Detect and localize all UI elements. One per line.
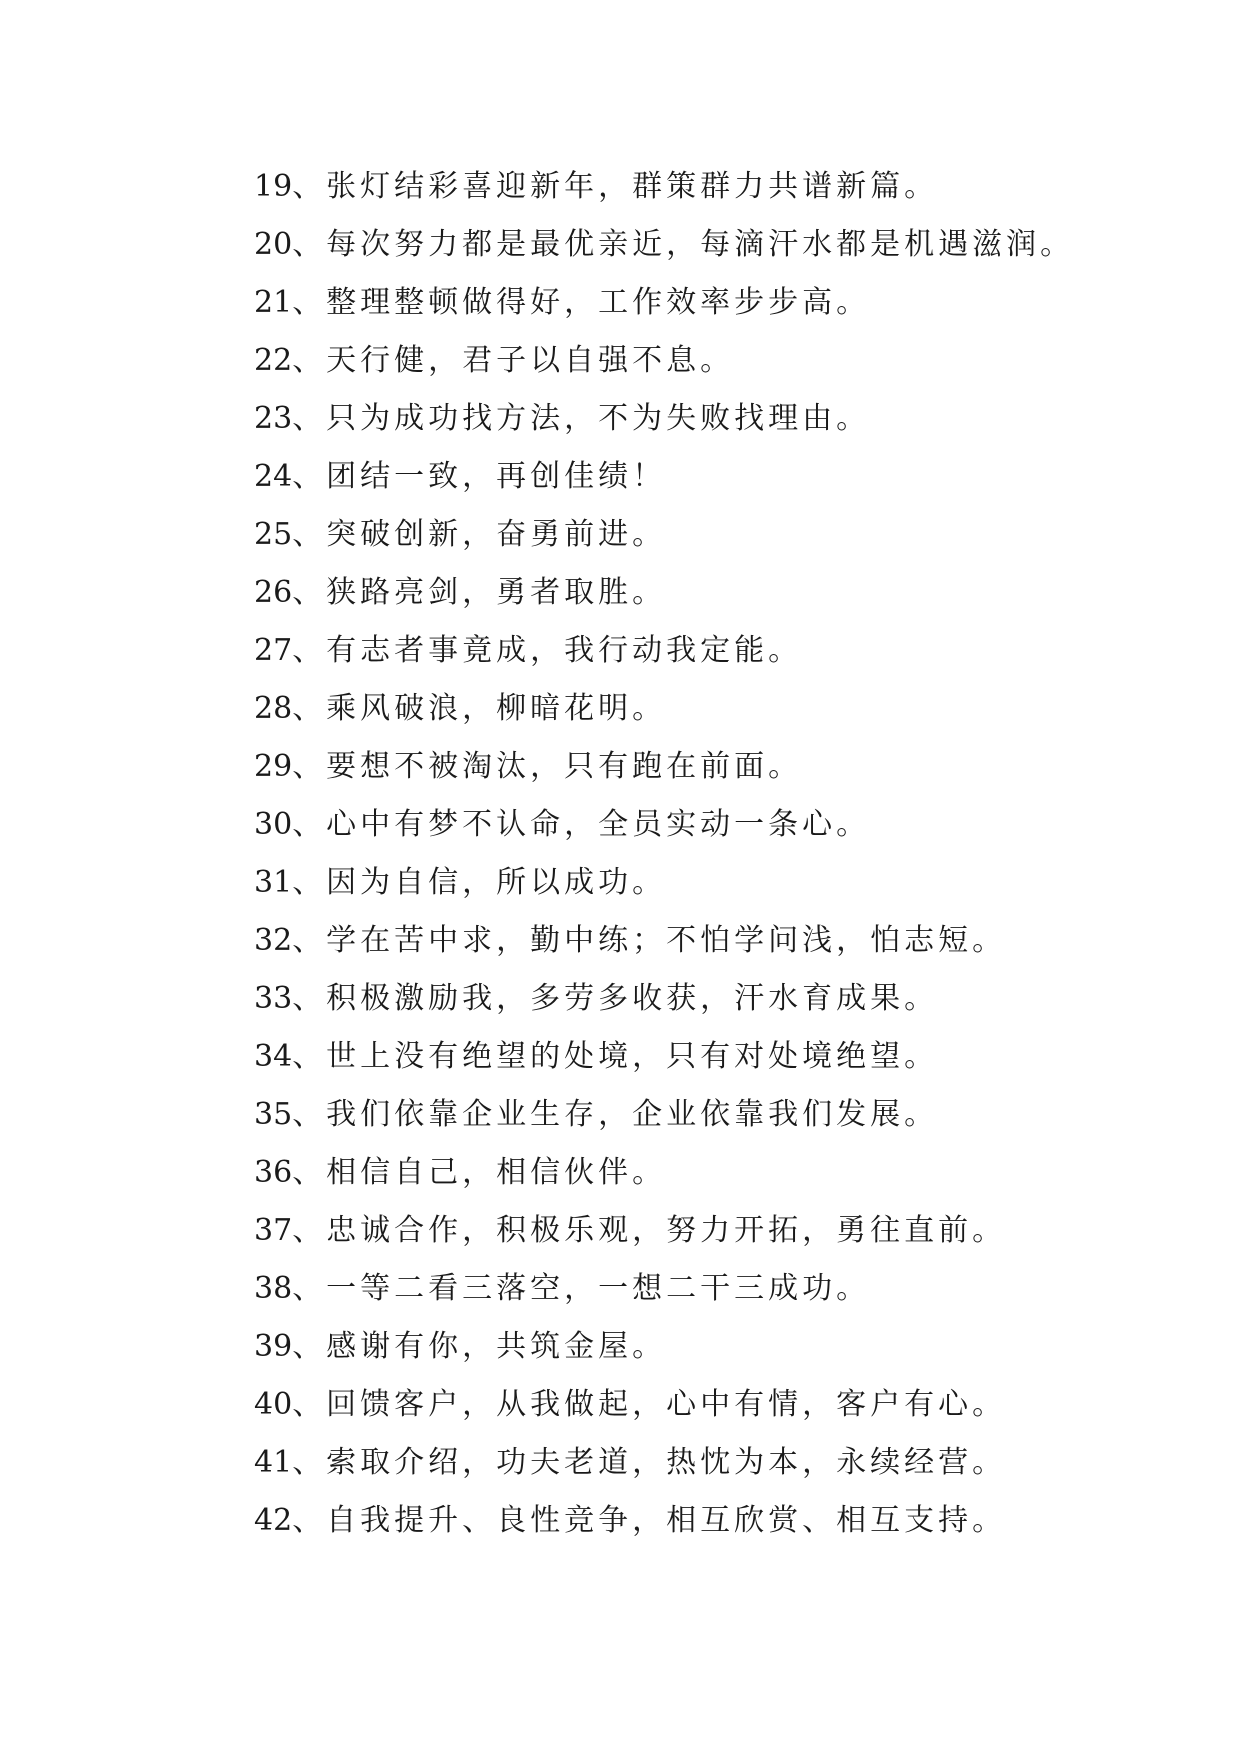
item-number: 38: [254, 1271, 293, 1306]
list-item: [254, 970, 1194, 1028]
list-item: [254, 274, 1194, 332]
item-text: 、自我提升、良性竞争，相互欣赏、相互支持。: [292, 1503, 1007, 1538]
item-number: 37: [254, 1213, 293, 1248]
item-text: 、一等二看三落空，一想二干三成功。: [292, 1271, 871, 1306]
list-item: [254, 680, 1194, 738]
slogan-list: [254, 158, 1194, 1550]
item-number: 24: [254, 459, 293, 494]
item-number: 40: [254, 1387, 293, 1422]
item-number: 31: [254, 865, 293, 900]
item-text: 、乘风破浪，柳暗花明。: [292, 691, 667, 726]
item-text: 、心中有梦不认命，全员实动一条心。: [292, 807, 871, 842]
list-item: [254, 332, 1194, 390]
list-item: [254, 448, 1194, 506]
list-item: [254, 1202, 1194, 1260]
list-item: [254, 506, 1194, 564]
list-item: [254, 390, 1194, 448]
item-text: 、忠诚合作，积极乐观，努力开拓，勇往直前。: [292, 1213, 1007, 1248]
list-item: [254, 216, 1194, 274]
item-text: 、狭路亮剑，勇者取胜。: [292, 575, 667, 610]
item-number: 23: [254, 401, 293, 436]
item-text: 、有志者事竟成，我行动我定能。: [292, 633, 803, 668]
item-number: 22: [254, 343, 293, 378]
item-number: 27: [254, 633, 293, 668]
list-item: [254, 1376, 1194, 1434]
item-number: 39: [254, 1329, 293, 1364]
item-number: 33: [254, 981, 293, 1016]
item-text: 、突破创新，奋勇前进。: [292, 517, 667, 552]
item-text: 、相信自己，相信伙伴。: [292, 1155, 667, 1190]
item-text: 、索取介绍，功夫老道，热忱为本，永续经营。: [292, 1445, 1007, 1480]
item-number: 25: [254, 517, 293, 552]
item-text: 、天行健，君子以自强不息。: [292, 343, 735, 378]
item-text: 、每次努力都是最优亲近，每滴汗水都是机遇滋润。: [292, 227, 1075, 262]
list-item: [254, 564, 1194, 622]
list-item: [254, 854, 1194, 912]
item-text: 、世上没有绝望的处境，只有对处境绝望。: [292, 1039, 939, 1074]
item-text: 、学在苦中求，勤中练；不怕学问浅，怕志短。: [292, 923, 1007, 958]
list-item: [254, 1086, 1194, 1144]
item-text: 、感谢有你，共筑金屋。: [292, 1329, 667, 1364]
item-text: 、只为成功找方法，不为失败找理由。: [292, 401, 871, 436]
list-item: [254, 622, 1194, 680]
item-text: 、张灯结彩喜迎新年，群策群力共谱新篇。: [292, 169, 939, 204]
list-item: [254, 1144, 1194, 1202]
item-number: 29: [254, 749, 293, 784]
item-number: 20: [254, 227, 293, 262]
item-number: 26: [254, 575, 293, 610]
item-number: 30: [254, 807, 293, 842]
item-number: 21: [254, 285, 293, 320]
item-number: 36: [254, 1155, 293, 1190]
list-item: [254, 912, 1194, 970]
item-text: 、要想不被淘汰，只有跑在前面。: [292, 749, 803, 784]
item-number: 19: [254, 169, 293, 204]
item-text: 、整理整顿做得好，工作效率步步高。: [292, 285, 871, 320]
item-number: 32: [254, 923, 293, 958]
list-item: [254, 1260, 1194, 1318]
item-number: 35: [254, 1097, 293, 1132]
item-text: 、回馈客户，从我做起，心中有情，客户有心。: [292, 1387, 1007, 1422]
item-number: 34: [254, 1039, 293, 1074]
list-item: [254, 1028, 1194, 1086]
item-number: 42: [254, 1503, 293, 1538]
list-item: [254, 1434, 1194, 1492]
item-text: 、因为自信，所以成功。: [292, 865, 667, 900]
list-item: [254, 796, 1194, 854]
item-text: 、团结一致，再创佳绩！: [292, 459, 667, 494]
item-text: 、积极激励我，多劳多收获，汗水育成果。: [292, 981, 939, 1016]
item-number: 28: [254, 691, 293, 726]
item-number: 41: [254, 1445, 293, 1480]
list-item: [254, 158, 1194, 216]
list-item: [254, 1492, 1194, 1550]
list-item: [254, 1318, 1194, 1376]
item-text: 、我们依靠企业生存，企业依靠我们发展。: [292, 1097, 939, 1132]
list-item: [254, 738, 1194, 796]
